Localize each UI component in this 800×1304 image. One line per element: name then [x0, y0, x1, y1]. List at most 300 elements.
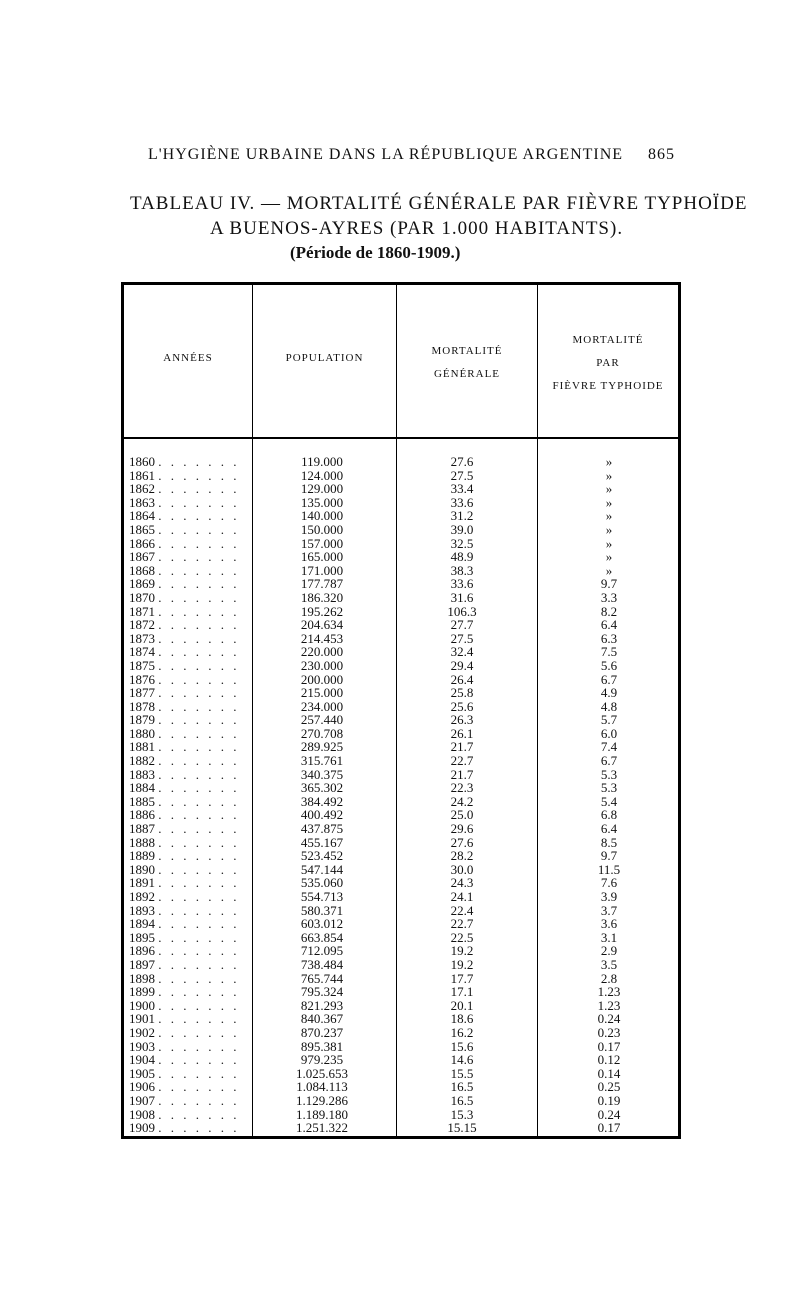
typhoid-mortality-cell: 8.5: [600, 834, 618, 850]
year-label: 1868: [129, 562, 155, 578]
population-cell: 523.452: [300, 848, 344, 864]
table-row: [124, 727, 678, 741]
general-mortality-cell: 16.2: [450, 1024, 474, 1040]
year-label: 1877: [129, 685, 155, 701]
leader-dots: . . . . . . .: [158, 848, 240, 864]
general-mortality-cell: 27.5: [450, 630, 474, 646]
typhoid-mortality-cell: 7.4: [600, 739, 618, 755]
year-label: 1884: [129, 780, 155, 796]
year-label: 1867: [129, 549, 155, 565]
general-mortality-cell: 27.7: [450, 617, 474, 633]
general-mortality-cell: 25.8: [450, 685, 474, 701]
general-mortality-cell: 33.6: [450, 576, 474, 592]
typhoid-mortality-cell: 0.14: [597, 1065, 621, 1081]
population-cell: 220.000: [300, 644, 344, 660]
typhoid-mortality-cell: 9.7: [600, 576, 618, 592]
typhoid-mortality-cell: 6.0: [600, 725, 618, 741]
typhoid-mortality-cell: »: [605, 481, 613, 497]
leader-dots: . . . . . . .: [158, 549, 240, 565]
year-cell: [129, 931, 240, 945]
population-cell: 580.371: [300, 902, 344, 918]
year-label: 1896: [129, 943, 155, 959]
table-row: [124, 469, 678, 483]
general-mortality-cell: 20.1: [450, 997, 474, 1013]
leader-dots: . . . . . . .: [158, 780, 240, 796]
year-label: 1883: [129, 766, 155, 782]
population-cell: 171.000: [300, 562, 344, 578]
year-label: 1909: [129, 1120, 155, 1136]
year-label: 1891: [129, 875, 155, 891]
general-mortality-cell: 17.7: [450, 970, 474, 986]
leader-dots: . . . . . . .: [158, 576, 240, 592]
leader-dots: . . . . . . .: [158, 861, 240, 877]
year-cell: [129, 659, 240, 673]
general-mortality-cell: 15.5: [450, 1065, 474, 1081]
leader-dots: . . . . . . .: [158, 984, 240, 1000]
leader-dots: . . . . . . .: [158, 1065, 240, 1081]
year-label: 1906: [129, 1079, 155, 1095]
year-cell: [129, 550, 240, 564]
year-cell: [129, 727, 240, 741]
leader-dots: . . . . . . .: [158, 902, 240, 918]
leader-dots: . . . . . . .: [158, 970, 240, 986]
table-row: [124, 673, 678, 687]
table-row: [124, 904, 678, 918]
typhoid-mortality-cell: 9.7: [600, 848, 618, 864]
year-cell: [129, 713, 240, 727]
table-row: [124, 1067, 678, 1081]
year-label: 1898: [129, 970, 155, 986]
leader-dots: . . . . . . .: [158, 1092, 240, 1108]
general-mortality-cell: 22.4: [450, 902, 474, 918]
leader-dots: . . . . . . .: [158, 454, 240, 469]
general-mortality-cell: 16.5: [450, 1092, 474, 1108]
year-cell: [129, 523, 240, 537]
general-mortality-cell: 28.2: [450, 848, 474, 864]
running-title: L'HYGIÈNE URBAINE DANS LA RÉPUBLIQUE ARGENTINE: [148, 146, 624, 163]
typhoid-mortality-cell: 5.3: [600, 766, 618, 782]
typhoid-mortality-cell: 0.19: [597, 1092, 621, 1108]
population-cell: 455.167: [300, 834, 344, 850]
typhoid-mortality-cell: 0.17: [597, 1120, 621, 1136]
year-label: 1905: [129, 1065, 155, 1081]
general-mortality-cell: 22.7: [450, 916, 474, 932]
year-cell: [129, 944, 240, 958]
header-line: MORTALITÉ: [572, 334, 644, 346]
typhoid-mortality-cell: »: [605, 562, 613, 578]
general-mortality-cell: 106.3: [447, 603, 477, 619]
general-mortality-cell: 32.4: [450, 644, 474, 660]
year-cell: [129, 1094, 240, 1108]
general-mortality-cell: 26.1: [450, 725, 474, 741]
typhoid-mortality-cell: 6.4: [600, 617, 618, 633]
year-label: 1863: [129, 494, 155, 510]
population-cell: 234.000: [300, 698, 344, 714]
year-label: 1903: [129, 1038, 155, 1054]
general-mortality-cell: 33.4: [450, 481, 474, 497]
year-cell: [129, 482, 240, 496]
year-label: 1901: [129, 1011, 155, 1027]
table-row: [124, 591, 678, 605]
table-body: [124, 455, 678, 1135]
leader-dots: . . . . . . .: [158, 821, 240, 837]
population-cell: 124.000: [300, 467, 344, 483]
year-cell: [129, 795, 240, 809]
population-cell: 821.293: [300, 997, 344, 1013]
leader-dots: . . . . . . .: [158, 617, 240, 633]
typhoid-mortality-cell: »: [605, 535, 613, 551]
year-cell: [129, 509, 240, 523]
leader-dots: . . . . . . .: [158, 562, 240, 578]
typhoid-mortality-cell: 0.24: [597, 1011, 621, 1027]
year-cell: [129, 876, 240, 890]
general-mortality-cell: 26.3: [450, 712, 474, 728]
population-cell: 603.012: [300, 916, 344, 932]
year-cell: [129, 455, 240, 469]
general-mortality-cell: 27.6: [450, 454, 474, 469]
population-cell: 554.713: [300, 889, 344, 904]
general-mortality-cell: 32.5: [450, 535, 474, 551]
table-caption-subtitle: A BUENOS-AYRES (PAR 1.000 HABITANTS).: [210, 218, 624, 239]
typhoid-mortality-cell: »: [605, 494, 613, 510]
column-header-general-mortality: [397, 340, 537, 386]
population-cell: 289.925: [300, 739, 344, 755]
table-row: [124, 1094, 678, 1108]
year-label: 1873: [129, 630, 155, 646]
general-mortality-cell: 25.6: [450, 698, 474, 714]
leader-dots: . . . . . . .: [158, 685, 240, 701]
year-cell: [129, 972, 240, 986]
typhoid-mortality-cell: 11.5: [597, 861, 621, 877]
year-label: 1874: [129, 644, 155, 660]
population-cell: 1.189.180: [296, 1106, 348, 1122]
leader-dots: . . . . . . .: [158, 671, 240, 687]
general-mortality-cell: 21.7: [450, 766, 474, 782]
year-label: 1870: [129, 589, 155, 605]
general-mortality-cell: 22.3: [450, 780, 474, 796]
year-cell: [129, 686, 240, 700]
table-row: [124, 577, 678, 591]
typhoid-mortality-cell: 3.7: [600, 902, 618, 918]
year-cell: [129, 469, 240, 483]
typhoid-mortality-cell: 0.24: [597, 1106, 621, 1122]
year-cell: [129, 618, 240, 632]
leader-dots: . . . . . . .: [158, 739, 240, 755]
typhoid-mortality-cell: »: [605, 508, 613, 524]
general-mortality-cell: 33.6: [450, 494, 474, 510]
table-caption-title: TABLEAU IV. — MORTALITÉ GÉNÉRALE PAR FIÈVRE TYPHOÏDE: [130, 193, 748, 214]
leader-dots: . . . . . . .: [158, 467, 240, 483]
population-cell: 384.492: [300, 793, 344, 809]
leader-dots: . . . . . . .: [158, 753, 240, 769]
typhoid-mortality-cell: 6.3: [600, 630, 618, 646]
year-cell: [129, 700, 240, 714]
typhoid-mortality-cell: 6.7: [600, 671, 618, 687]
year-cell: [129, 985, 240, 999]
general-mortality-cell: 31.6: [450, 589, 474, 605]
typhoid-mortality-cell: 0.17: [597, 1038, 621, 1054]
year-label: 1869: [129, 576, 155, 592]
general-mortality-cell: 15.6: [450, 1038, 474, 1054]
table-row: [124, 713, 678, 727]
population-cell: 315.761: [300, 753, 344, 769]
year-label: 1861: [129, 467, 155, 483]
year-cell: [129, 1080, 240, 1094]
year-cell: [129, 645, 240, 659]
year-cell: [129, 1012, 240, 1026]
general-mortality-cell: 24.3: [450, 875, 474, 891]
typhoid-mortality-cell: 4.8: [600, 698, 618, 714]
population-cell: 712.095: [300, 943, 344, 959]
year-label: 1908: [129, 1106, 155, 1122]
leader-dots: . . . . . . .: [158, 807, 240, 823]
population-cell: 200.000: [300, 671, 344, 687]
leader-dots: . . . . . . .: [158, 997, 240, 1013]
population-cell: 1.084.113: [296, 1079, 348, 1095]
table-row: [124, 537, 678, 551]
year-cell: [129, 1053, 240, 1067]
general-mortality-cell: 38.3: [450, 562, 474, 578]
table-row: [124, 1121, 678, 1135]
year-cell: [129, 740, 240, 754]
table-row: [124, 890, 678, 904]
general-mortality-cell: 29.6: [450, 821, 474, 837]
year-label: 1864: [129, 508, 155, 524]
year-cell: [129, 849, 240, 863]
table-row: [124, 822, 678, 836]
page-number: 865: [648, 146, 675, 163]
leader-dots: . . . . . . .: [158, 630, 240, 646]
year-cell: [129, 605, 240, 619]
typhoid-mortality-cell: 1.23: [597, 997, 621, 1013]
population-cell: 140.000: [300, 508, 344, 524]
typhoid-mortality-cell: »: [605, 467, 613, 483]
table-row: [124, 1108, 678, 1122]
table-row: [124, 972, 678, 986]
population-cell: 663.854: [300, 929, 344, 945]
population-cell: 340.375: [300, 766, 344, 782]
year-label: 1879: [129, 712, 155, 728]
year-label: 1871: [129, 603, 155, 619]
population-cell: 870.237: [300, 1024, 344, 1040]
column-header-population: POPULATION: [285, 352, 364, 364]
general-mortality-cell: 30.0: [450, 861, 474, 877]
table-row: [124, 482, 678, 496]
leader-dots: . . . . . . .: [158, 889, 240, 904]
leader-dots: . . . . . . .: [158, 793, 240, 809]
population-cell: 204.634: [300, 617, 344, 633]
population-cell: 257.440: [300, 712, 344, 728]
population-cell: 157.000: [300, 535, 344, 551]
general-mortality-cell: 22.7: [450, 753, 474, 769]
typhoid-mortality-cell: 3.3: [600, 589, 618, 605]
table-row: [124, 523, 678, 537]
population-cell: 129.000: [300, 481, 344, 497]
year-label: 1900: [129, 997, 155, 1013]
leader-dots: . . . . . . .: [158, 508, 240, 524]
population-cell: 1.025.653: [296, 1065, 348, 1081]
year-label: 1865: [129, 521, 155, 537]
table-row: [124, 808, 678, 822]
year-cell: [129, 822, 240, 836]
year-label: 1875: [129, 657, 155, 673]
general-mortality-cell: 24.2: [450, 793, 474, 809]
table-row: [124, 632, 678, 646]
general-mortality-cell: 26.4: [450, 671, 474, 687]
typhoid-mortality-cell: »: [605, 521, 613, 537]
leader-dots: . . . . . . .: [158, 875, 240, 891]
typhoid-mortality-cell: 7.6: [600, 875, 618, 891]
leader-dots: . . . . . . .: [158, 712, 240, 728]
leader-dots: . . . . . . .: [158, 644, 240, 660]
leader-dots: . . . . . . .: [158, 603, 240, 619]
table-row: [124, 645, 678, 659]
population-cell: 214.453: [300, 630, 344, 646]
general-mortality-cell: 17.1: [450, 984, 474, 1000]
year-label: 1894: [129, 916, 155, 932]
year-cell: [129, 1040, 240, 1054]
population-cell: 895.381: [300, 1038, 344, 1054]
general-mortality-cell: 29.4: [450, 657, 474, 673]
population-cell: 135.000: [300, 494, 344, 510]
year-cell: [129, 591, 240, 605]
table-row: [124, 1080, 678, 1094]
typhoid-mortality-cell: 5.3: [600, 780, 618, 796]
table-row: [124, 496, 678, 510]
leader-dots: . . . . . . .: [158, 916, 240, 932]
typhoid-mortality-cell: 5.7: [600, 712, 618, 728]
typhoid-mortality-cell: »: [605, 454, 613, 469]
year-label: 1897: [129, 956, 155, 972]
column-header-years: ANNÉES: [163, 352, 213, 364]
year-cell: [129, 1108, 240, 1122]
year-label: 1876: [129, 671, 155, 687]
year-cell: [129, 632, 240, 646]
typhoid-mortality-cell: 3.9: [600, 889, 618, 904]
year-label: 1872: [129, 617, 155, 633]
table-row: [124, 740, 678, 754]
header-line: FIÈVRE TYPHOIDE: [552, 380, 664, 392]
general-mortality-cell: 39.0: [450, 521, 474, 537]
population-cell: 150.000: [300, 521, 344, 537]
year-cell: [129, 999, 240, 1013]
general-mortality-cell: 18.6: [450, 1011, 474, 1027]
year-cell: [129, 564, 240, 578]
table-row: [124, 917, 678, 931]
year-cell: [129, 768, 240, 782]
year-cell: [129, 1067, 240, 1081]
table-row: [124, 700, 678, 714]
table-row: [124, 1053, 678, 1067]
header-rule: [124, 437, 678, 439]
leader-dots: . . . . . . .: [158, 956, 240, 972]
leader-dots: . . . . . . .: [158, 1038, 240, 1054]
typhoid-mortality-cell: 6.8: [600, 807, 618, 823]
year-label: 1878: [129, 698, 155, 714]
leader-dots: . . . . . . .: [158, 657, 240, 673]
table-row: [124, 836, 678, 850]
year-label: 1860: [129, 454, 155, 469]
table-row: [124, 1026, 678, 1040]
year-cell: [129, 1121, 240, 1135]
population-cell: 165.000: [300, 549, 344, 565]
leader-dots: . . . . . . .: [158, 1052, 240, 1068]
general-mortality-cell: 15.15: [447, 1120, 477, 1136]
typhoid-mortality-cell: 2.8: [600, 970, 618, 986]
population-cell: 177.787: [300, 576, 344, 592]
table-row: [124, 931, 678, 945]
general-mortality-cell: 24.1: [450, 889, 474, 904]
population-cell: 547.144: [300, 861, 344, 877]
population-cell: 795.324: [300, 984, 344, 1000]
leader-dots: . . . . . . .: [158, 766, 240, 782]
population-cell: 979.235: [300, 1052, 344, 1068]
general-mortality-cell: 27.6: [450, 834, 474, 850]
year-label: 1902: [129, 1024, 155, 1040]
table-row: [124, 686, 678, 700]
population-cell: 765.744: [300, 970, 344, 986]
table-row: [124, 876, 678, 890]
table-row: [124, 999, 678, 1013]
typhoid-mortality-cell: 0.25: [597, 1079, 621, 1095]
year-label: 1886: [129, 807, 155, 823]
typhoid-mortality-cell: 4.9: [600, 685, 618, 701]
year-label: 1881: [129, 739, 155, 755]
year-label: 1899: [129, 984, 155, 1000]
year-label: 1895: [129, 929, 155, 945]
table-row: [124, 564, 678, 578]
population-cell: 437.875: [300, 821, 344, 837]
year-label: 1888: [129, 834, 155, 850]
population-cell: 270.708: [300, 725, 344, 741]
general-mortality-cell: 15.3: [450, 1106, 474, 1122]
table-row: [124, 958, 678, 972]
leader-dots: . . . . . . .: [158, 535, 240, 551]
typhoid-mortality-cell: »: [605, 549, 613, 565]
year-cell: [129, 496, 240, 510]
population-cell: 400.492: [300, 807, 344, 823]
general-mortality-cell: 19.2: [450, 943, 474, 959]
year-label: 1889: [129, 848, 155, 864]
population-cell: 840.367: [300, 1011, 344, 1027]
year-label: 1862: [129, 481, 155, 497]
typhoid-mortality-cell: 5.4: [600, 793, 618, 809]
leader-dots: . . . . . . .: [158, 1120, 240, 1136]
year-cell: [129, 673, 240, 687]
leader-dots: . . . . . . .: [158, 494, 240, 510]
general-mortality-cell: 25.0: [450, 807, 474, 823]
table-row: [124, 863, 678, 877]
leader-dots: . . . . . . .: [158, 834, 240, 850]
table-caption-period: (Période de 1860-1909.): [290, 243, 461, 262]
table-row: [124, 944, 678, 958]
table-row: [124, 1012, 678, 1026]
year-label: 1880: [129, 725, 155, 741]
typhoid-mortality-cell: 6.7: [600, 753, 618, 769]
column-header-typhoid-mortality: [538, 329, 678, 398]
year-label: 1892: [129, 889, 155, 904]
population-cell: 215.000: [300, 685, 344, 701]
year-cell: [129, 537, 240, 551]
year-cell: [129, 836, 240, 850]
table-row: [124, 795, 678, 809]
table-row: [124, 768, 678, 782]
year-label: 1904: [129, 1052, 155, 1068]
table-row: [124, 849, 678, 863]
year-label: 1882: [129, 753, 155, 769]
typhoid-mortality-cell: 8.2: [600, 603, 618, 619]
leader-dots: . . . . . . .: [158, 589, 240, 605]
